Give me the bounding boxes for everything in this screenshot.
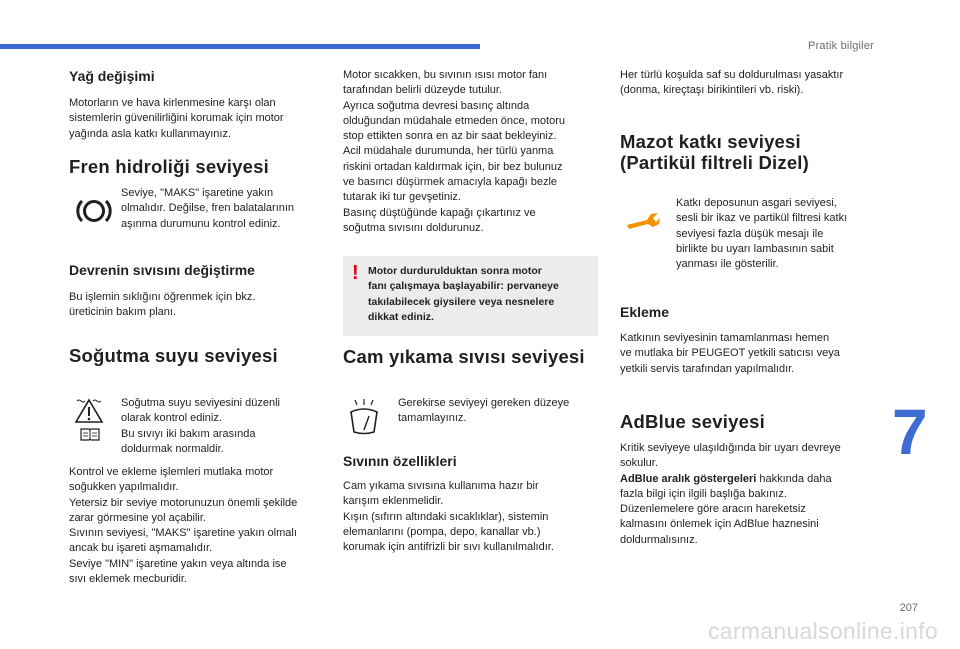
watermark: carmanualsonline.info: [707, 618, 938, 644]
washer-water-text: Her türlü koşulda saf su doldurulması yasaktır (donma, kireçtaşı birikintileri vb. riski).: [620, 69, 844, 97]
washer-note: Gerekirse seviyeyi gereken düzeye tamamlayınız.: [398, 397, 570, 425]
coolant-text: Kontrol ve ekleme işlemleri mutlaka motor soğukken yapılmalıdır. Yetersiz bir seviye motorunuzun önemli şekilde zarar görmesine yol açabilir. Sıvının seviyesi, "MAKS" işaretine yakın olmalı ancak bu işareti aşmamalıdır. Seviye "MIN" işaretine yakın veya altında ise sıvı eklemek mecburidir.: [69, 466, 298, 586]
adblue-text-2: hakkında daha fazla bilgi için ilgili başlığa bakınız. Düzenlemelere göre aracın hareketsiz kalmasını önlemek için AdBlue haznesini doldurmalısınız.: [620, 472, 832, 546]
page-number: 207: [899, 602, 918, 614]
brake-warning-icon: [76, 196, 112, 226]
washer-spec-text: Cam yıkama sıvısına kullanıma hazır bir karışım eklenmelidir. Kışın (sıfırın altındaki sıcaklıklar), sistemin elemanlarını (pompa, depo, kanallar vb.) korumak için antifrizli bir sıvı kullanılmalıdır.: [343, 480, 554, 554]
coolant-note: Soğutma suyu seviyesini düzenli olarak kontrol ediniz. Bu sıvıyı iki bakım arasında doldurmak normaldir.: [121, 397, 280, 455]
adblue-indicator-link-text: AdBlue aralık göstergeleri: [620, 472, 757, 485]
warning-exclamation-icon: !: [352, 262, 359, 284]
brake-fluid-text: Seviye, "MAKS" işaretine yakın olmalıdır. Değilse, fren balatalarının aşınma durumunu kontrol ediniz.: [121, 187, 295, 230]
washer-spec-heading: Sıvının özellikleri: [343, 453, 457, 469]
washer-heading: Cam yıkama sıvısı seviyesi: [343, 346, 585, 367]
diesel-additive-heading: Mazot katkı seviyesi (Partikül filtreli Dizel): [620, 131, 810, 173]
warning-text: Motor durdurulduktan sonra motor fanı çalışmaya başlayabilir: pervaneye takılabilecek giysilere veya nesnelere dikkat ediniz.: [368, 265, 559, 324]
fluid-change-heading: Devrenin sıvısını değiştirme: [69, 262, 255, 278]
adblue-text: [620, 441, 880, 548]
coolant-hot-warning-icon: [74, 398, 104, 424]
section-title: Pratik bilgiler: [808, 40, 874, 52]
brake-fluid-heading: Fren hidroliği seviyesi: [69, 156, 269, 177]
hot-engine-text: Motor sıcakken, bu sıvının ısısı motor fanı tarafından belirli düzeyde tutulur. Ayrıca soğutma devresi basınç altında olduğundan müdahale etmeden önce, motoru stop ettikten sonra en az bir saat bekleyiniz. Acil müdahale durumunda, her türlü yanma riskini ortadan kaldırmak için, bir bez bulunuz ve basıncı düşürmek amacıyla kapağı bezle tutarak iki tur gevşetiniz. Basınç düştüğünde kapağı çıkartınız ve soğutma sıvısını doldurunuz.: [343, 69, 565, 234]
adblue-heading: AdBlue seviyesi: [620, 411, 765, 432]
oil-change-text: Motorların ve hava kirlenmesine karşı olan sistemlerin güvenilirliğini korumak için motor yağında asla katkı kullanmayınız.: [69, 97, 284, 140]
manual-book-icon: [80, 427, 100, 441]
chapter-number: 7: [892, 396, 928, 468]
adblue-text-1: Kritik seviyeye ulaşıldığında bir uyarı devreye sokulur.: [620, 442, 841, 470]
coolant-heading: Soğutma suyu seviyesi: [69, 345, 278, 366]
fluid-change-text: Bu işlemin sıklığını öğrenmek için bkz. üreticinin bakım planı.: [69, 291, 256, 319]
wrench-icon: [625, 210, 661, 232]
washer-fluid-icon: [347, 398, 381, 438]
oil-change-heading: Yağ değişimi: [69, 68, 155, 84]
diesel-additive-note: Katkı deposunun asgari seviyesi, sesli bir ikaz ve partikül filtresi katkı seviyesi fazla düşük mesajı ile birlikte bu uyarı lambasının sabit yanması ile gösterilir.: [676, 197, 848, 271]
diesel-add-text: Katkının seviyesinin tamamlanması hemen ve mutlaka bir PEUGEOT yetkili satıcısı veya yetkili servis tarafından yapılmalıdır.: [620, 332, 840, 375]
diesel-add-heading: Ekleme: [620, 304, 670, 320]
header-accent-bar: [0, 44, 480, 49]
